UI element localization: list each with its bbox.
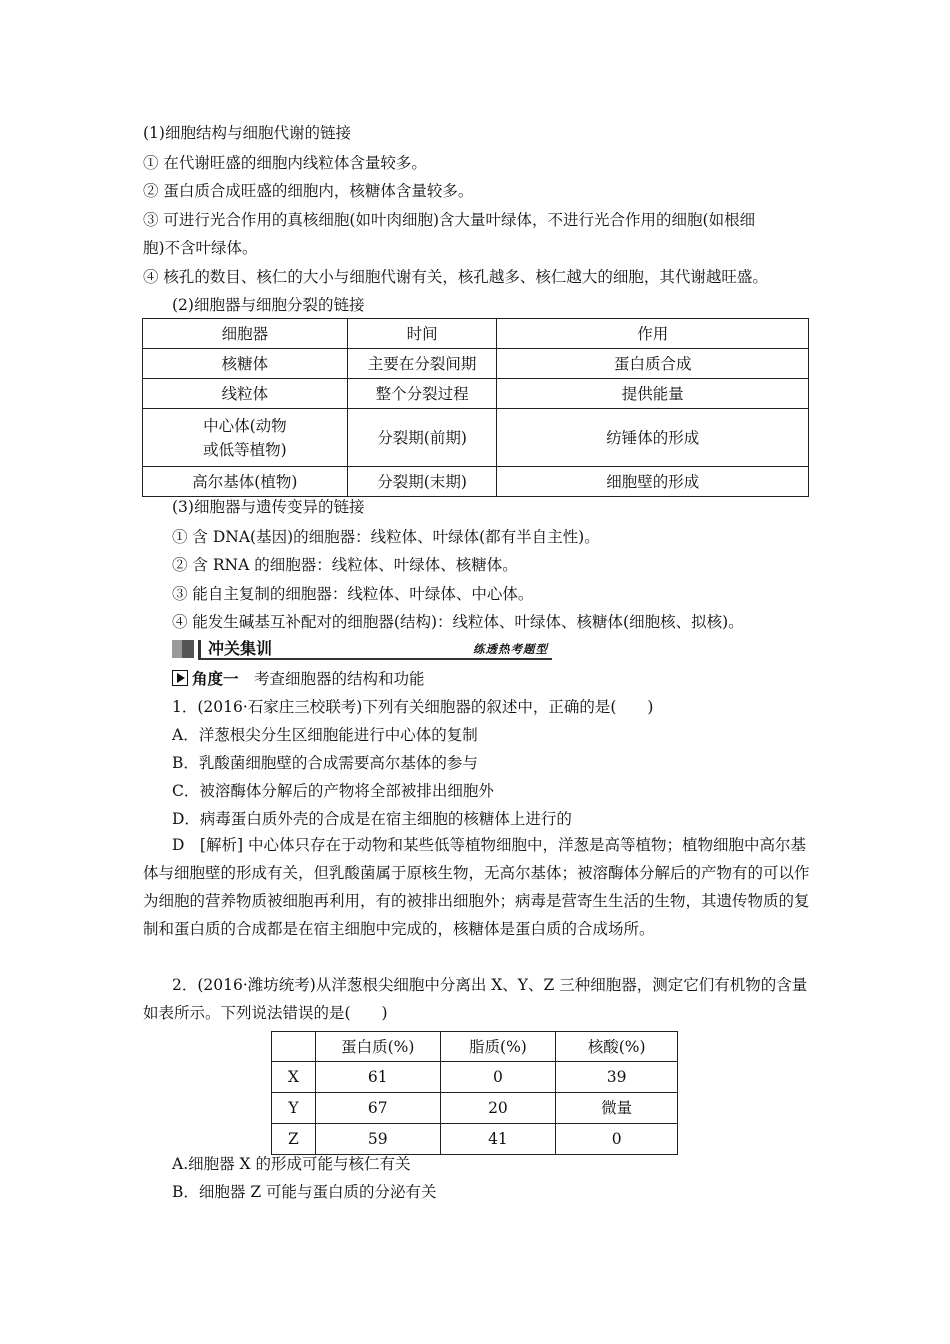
answer-analysis: D [解析] 中心体只存在于动物和某些低等植物细胞中，洋葱是高等植物；植物细胞中高尔基体与细胞壁的形成有关，但乳酸菌属于原核生物，无高尔基体；被溶酶体分解后的产物有的可以作为细胞的营养物质被细胞再利用，有的被排出细胞外；病毒是营寄生生活的生物，其遗传物质的复制和蛋白质的合成都是在宿主细胞中完成的，核糖体是蛋白质的合成场所。	[143, 836, 810, 938]
play-triangle-icon	[172, 670, 188, 686]
table-header: 作用	[497, 319, 809, 349]
table-cell	[143, 409, 348, 467]
table-cell: 0	[440, 1062, 556, 1093]
table-cell-line: 或低等植物)	[203, 440, 287, 459]
angle-label: 角度一	[192, 670, 239, 688]
table-cell: 核糖体	[143, 349, 348, 379]
table-header: 脂质(%)	[440, 1032, 556, 1062]
table-cell: 39	[556, 1062, 678, 1093]
section-heading-3: (3)细胞器与遗传变异的链接	[172, 498, 365, 516]
table-cell: 微量	[556, 1093, 678, 1124]
banner-subtitle: 练透热考题型	[473, 642, 548, 656]
table-cell: 高尔基体(植物)	[143, 467, 348, 497]
paragraph: ② 含 RNA 的细胞器：线粒体、叶绿体、核糖体。	[172, 556, 518, 574]
banner-title: 冲关集训	[208, 639, 273, 658]
table-cell: 线粒体	[143, 379, 348, 409]
paragraph: ④ 核孔的数目、核仁的大小与细胞代谢有关，核孔越多、核仁越大的细胞，其代谢越旺盛。	[143, 268, 768, 286]
table-header: 核酸(%)	[556, 1032, 678, 1062]
table-row	[143, 349, 809, 379]
table-row	[143, 379, 809, 409]
organelle-content-table	[271, 1031, 678, 1155]
table-row	[272, 1093, 678, 1124]
table-cell-line: 中心体(动物	[203, 416, 287, 435]
banner-decoration	[182, 640, 194, 658]
table-header-row	[272, 1032, 678, 1062]
table-cell: 整个分裂过程	[347, 379, 497, 409]
option-b: B．细胞器 Z 可能与蛋白质的分泌有关	[172, 1183, 437, 1201]
option-c: C．被溶酶体分解后的产物将全部被排出细胞外	[172, 782, 494, 800]
table-cell: 59	[315, 1124, 440, 1155]
table-row	[272, 1124, 678, 1155]
option-a: A.细胞器 X 的形成可能与核仁有关	[172, 1155, 411, 1173]
table-row	[272, 1062, 678, 1093]
section-heading-1: (1)细胞结构与细胞代谢的链接	[143, 124, 351, 142]
table-cell: 细胞壁的形成	[497, 467, 809, 497]
banner-divider	[198, 640, 201, 658]
table-header: 时间	[347, 319, 497, 349]
table-cell: 蛋白质合成	[497, 349, 809, 379]
table-cell: 20	[440, 1093, 556, 1124]
question-stem: 2．(2016·潍坊统考)从洋葱根尖细胞中分离出 X、Y、Z 三种细胞器，测定它们有机物的含量如表所示。下列说法错误的是( )	[143, 976, 808, 1022]
banner-decoration	[172, 640, 182, 658]
paragraph: ② 蛋白质合成旺盛的细胞内，核糖体含量较多。	[143, 182, 474, 200]
banner-rule	[198, 658, 552, 660]
option-d: D．病毒蛋白质外壳的合成是在宿主细胞的核糖体上进行的	[172, 810, 572, 828]
table-header	[272, 1032, 316, 1062]
table-cell: 0	[556, 1124, 678, 1155]
question-stem: 1．(2016·石家庄三校联考)下列有关细胞器的叙述中，正确的是( )	[172, 698, 654, 716]
angle-text: 考查细胞器的结构和功能	[254, 670, 425, 688]
paragraph: ③ 能自主复制的细胞器：线粒体、叶绿体、中心体。	[172, 585, 534, 603]
table-row	[143, 467, 809, 497]
table-cell: 分裂期(末期)	[347, 467, 497, 497]
table-header: 细胞器	[143, 319, 348, 349]
table-cell: 主要在分裂间期	[347, 349, 497, 379]
table-cell: Z	[272, 1124, 316, 1155]
table-cell: 提供能量	[497, 379, 809, 409]
paragraph: ③ 可进行光合作用的真核细胞(如叶肉细胞)含大量叶绿体，不进行光合作用的细胞(如根细	[143, 211, 756, 229]
table-cell: 67	[315, 1093, 440, 1124]
practice-banner	[172, 638, 552, 660]
angle-heading	[172, 668, 425, 690]
option-a: A．洋葱根尖分生区细胞能进行中心体的复制	[172, 726, 478, 744]
table-header: 蛋白质(%)	[315, 1032, 440, 1062]
section-heading-2: (2)细胞器与细胞分裂的链接	[172, 296, 365, 314]
paragraph: ④ 能发生碱基互补配对的细胞器(结构)：线粒体、叶绿体、核糖体(细胞核、拟核)。	[172, 613, 744, 631]
table-cell: 分裂期(前期)	[347, 409, 497, 467]
table-cell: Y	[272, 1093, 316, 1124]
table-cell: 41	[440, 1124, 556, 1155]
paragraph: ① 在代谢旺盛的细胞内线粒体含量较多。	[143, 154, 427, 172]
organelle-division-table	[142, 318, 809, 497]
table-cell: 纺锤体的形成	[497, 409, 809, 467]
table-cell: X	[272, 1062, 316, 1093]
paragraph: ① 含 DNA(基因)的细胞器：线粒体、叶绿体(都有半自主性)。	[172, 528, 600, 546]
table-cell: 61	[315, 1062, 440, 1093]
table-row	[143, 409, 809, 467]
table-header-row	[143, 319, 809, 349]
option-b: B．乳酸菌细胞壁的合成需要高尔基体的参与	[172, 754, 478, 772]
paragraph: 胞)不含叶绿体。	[143, 239, 258, 257]
